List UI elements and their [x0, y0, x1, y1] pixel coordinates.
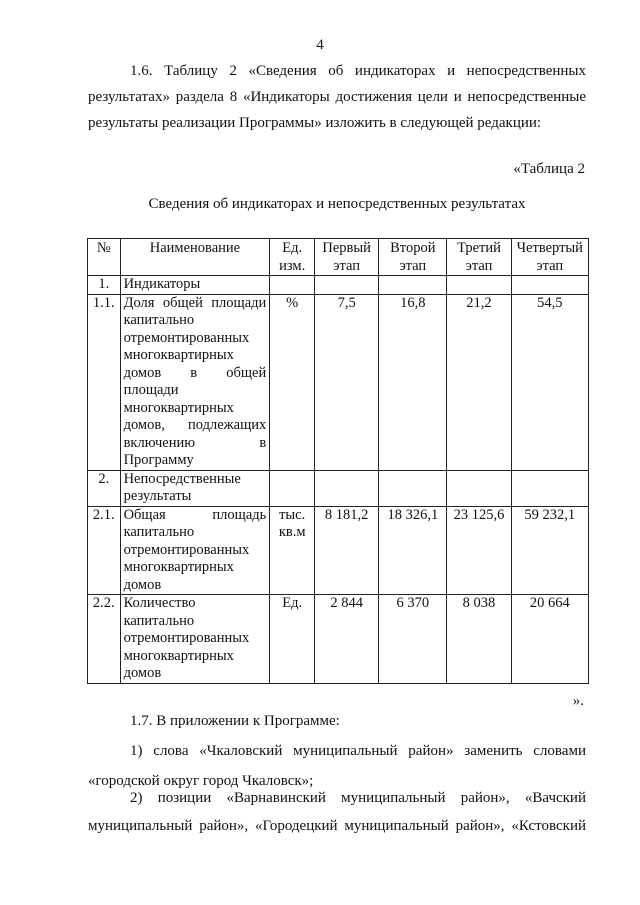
row-stage-2: 18 326,1: [379, 506, 447, 595]
row-unit: Ед.: [270, 595, 315, 684]
header-stage-3: Третий этап: [447, 239, 511, 276]
table-row: [88, 294, 589, 470]
row-name: Общая площадь капитально отремонтированных многоквартирных домов: [120, 506, 270, 595]
header-name: Наименование: [120, 239, 270, 276]
row-stage-4: 20 664: [511, 595, 588, 684]
paragraph-1-7: 1.7. В приложении к Программе:: [130, 713, 340, 729]
row-number: 1.: [88, 276, 121, 295]
table-row: [88, 506, 589, 595]
table-title: Сведения об индикаторах и непосредственных результатах: [148, 196, 526, 212]
paragraph-1-6: 1.6. Таблицу 2 «Сведения об индикаторах и непосредственных результатах» раздела 8 «Индикаторы достижения цели и непосредственные результаты реализации Программы» изложить в следующей редакции:: [88, 63, 586, 131]
table-row: [88, 595, 589, 684]
list-item-2: 2) позиции «Варнавинский муниципальный район», «Вачский муниципальный район», «Городецкий муниципальный район», «Кстовский: [88, 790, 586, 834]
row-stage-4: [511, 276, 588, 295]
list-item-1: 1) слова «Чкаловский муниципальный район» заменить словами «городской округ город Чкаловск»;: [88, 743, 586, 789]
table-row: [88, 276, 589, 295]
row-unit: тыс. кв.м: [270, 506, 315, 595]
indicators-table: [87, 238, 589, 684]
row-name: Количество капитально отремонтированных многоквартирных домов: [120, 595, 270, 684]
table-header-row: [88, 239, 589, 276]
row-number: 2.: [88, 470, 121, 506]
row-number: 1.1.: [88, 294, 121, 470]
row-stage-3: 21,2: [447, 294, 511, 470]
row-stage-3: [447, 276, 511, 295]
header-number: №: [88, 239, 121, 276]
row-name: Доля общей площади капитально отремонтированных многоквартирных домов в общей площади многоквартирных домов, подлежащих включению в Программу: [120, 294, 270, 470]
row-stage-2: 16,8: [379, 294, 447, 470]
row-name: Непосредственные результаты: [120, 470, 270, 506]
row-stage-3: [447, 470, 511, 506]
row-unit: [270, 470, 315, 506]
row-unit: [270, 276, 315, 295]
row-stage-4: 59 232,1: [511, 506, 588, 595]
row-number: 2.1.: [88, 506, 121, 595]
row-stage-2: [379, 470, 447, 506]
row-stage-1: [315, 276, 379, 295]
row-stage-3: 23 125,6: [447, 506, 511, 595]
row-stage-1: 2 844: [315, 595, 379, 684]
row-stage-4: [511, 470, 588, 506]
row-number: 2.2.: [88, 595, 121, 684]
row-stage-1: [315, 470, 379, 506]
row-stage-2: [379, 276, 447, 295]
row-stage-2: 6 370: [379, 595, 447, 684]
row-stage-4: 54,5: [511, 294, 588, 470]
table-label: «Таблица 2: [513, 161, 585, 177]
page-number: 4: [316, 37, 324, 53]
row-stage-1: 8 181,2: [315, 506, 379, 595]
header-unit: Ед. изм.: [270, 239, 315, 276]
table-closing-mark: ».: [572, 693, 584, 709]
row-stage-3: 8 038: [447, 595, 511, 684]
row-unit: %: [270, 294, 315, 470]
header-stage-1: Первый этап: [315, 239, 379, 276]
table-row: [88, 470, 589, 506]
row-stage-1: 7,5: [315, 294, 379, 470]
row-name: Индикаторы: [120, 276, 270, 295]
header-stage-2: Второй этап: [379, 239, 447, 276]
header-stage-4: Четвертый этап: [511, 239, 588, 276]
